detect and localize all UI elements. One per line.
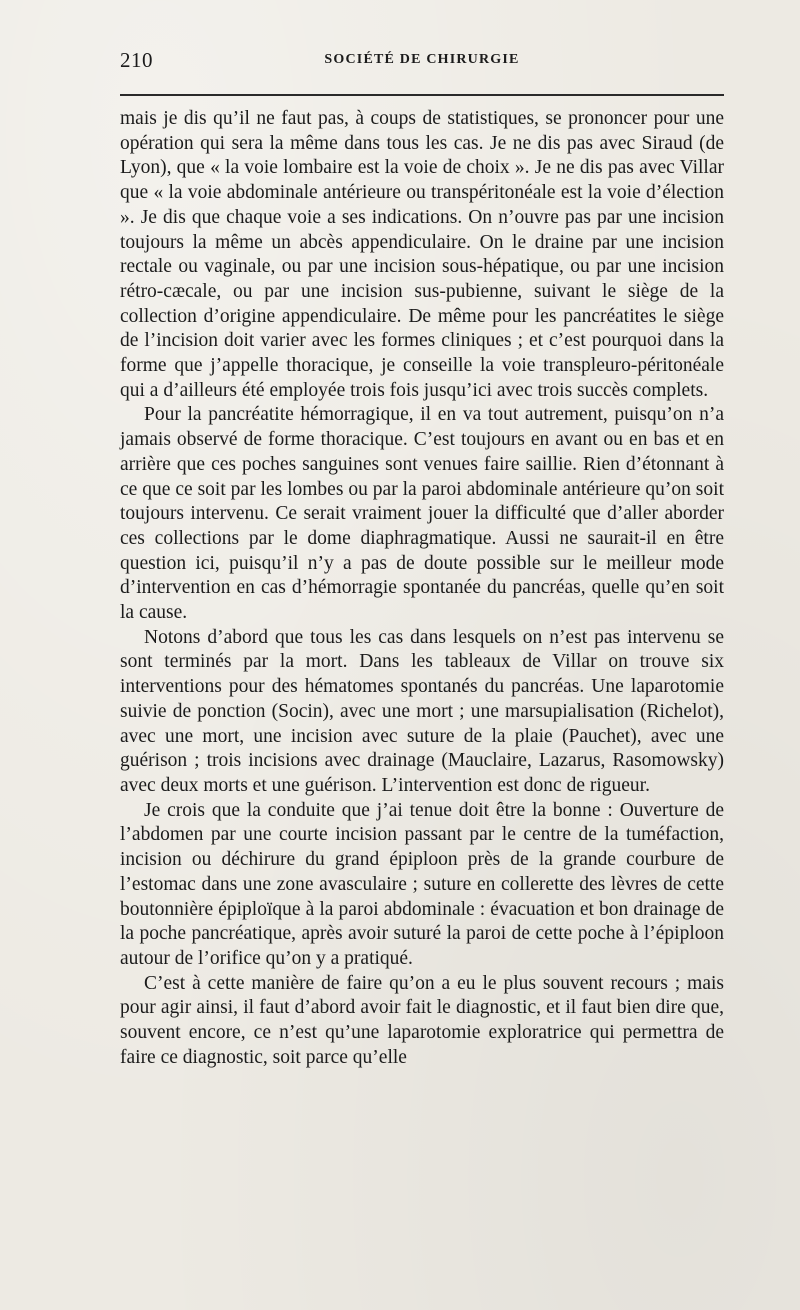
page-header	[120, 48, 724, 78]
paragraph-5: C’est à cette manière de faire qu’on a eu le plus souvent recours ; mais pour agir ainsi, il faut d’abord avoir fait le diagnostic, et il faut bien dire que, souvent encore, ce n’est qu’une laparotomie exploratrice qui permettra de faire ce diagnostic, soit parce qu’elle	[120, 972, 724, 1068]
paragraph-3: Notons d’abord que tous les cas dans lesquels on n’est pas intervenu se sont terminés par la mort. Dans les tableaux de Villar on trouve six interventions pour des hématomes spontanés du pancréas. Une laparotomie suivie de ponction (Socin), avec une mort ; une marsupialisation (Richelot), avec une mort, une incision avec suture de la plaie (Pauchet), avec une guérison ; trois incisions avec drainage (Mauclaire, Lazarus, Rasomowsky) avec deux morts et une guérison. L’intervention est donc de rigueur.	[120, 626, 724, 796]
paragraph-1: mais je dis qu’il ne faut pas, à coups de statistiques, se prononcer pour une opération qui sera la même dans tous les cas. Je ne dis pas avec Siraud (de Lyon), que « la voie lombaire est la voie de choix ». Je ne dis pas avec Villar que « la voie abdominale antérieure ou transpéritonéale est la voie d’élection ». Je dis que chaque voie a ses indications. On n’ouvre pas par une incision toujours la même un abcès appendiculaire. On le draine par une incision rectale ou vaginale, ou par une incision sous-hépatique, ou par une incision rétro-cæcale, ou par une incision sus-pubienne, suivant le siège de la collection d’origine appendiculaire. De même pour les pancréatites le siège de l’incision doit varier avec les formes cliniques ; et c’est pourquoi dans la forme que j’appelle thoracique, je conseille la voie transpleuro-péritonéale qui a d’ailleurs été employée trois fois jusqu’ici avec trois succès complets.	[120, 108, 724, 401]
paragraph-4: Je crois que la conduite que j’ai tenue doit être la bonne : Ouverture de l’abdomen par une courte incision passant par le centre de la tuméfaction, incision ou déchirure du grand épiploon près de la grande courbure de l’estomac dans une zone avasculaire ; suture en collerette des lèvres de cette boutonnière épiploïque à la paroi abdominale : évacuation et bon drainage de la poche pancréatique, après avoir suturé la paroi de cette poche à l’épiploon autour de l’orifice qu’on y a pratiqué.	[120, 799, 724, 969]
paragraph-2: Pour la pancréatite hémorragique, il en va tout autrement, puisqu’on n’a jamais observé de forme thoracique. C’est toujours en avant ou en bas et en arrière que ces poches sanguines sont venues faire saillie. Rien d’étonnant à ce que ce soit par les lombes ou par la paroi abdominale antérieure qu’on soit toujours intervenu. Ce serait vraiment jouer la difficulté que d’aller aborder ces collections par le dome diaphragmatique. Aussi ne saurait-il en être question ici, puisqu’il n’y a pas de doute possible sur le meilleur mode d’intervention en cas d’hémorragie spontanée du pancréas, quelle qu’en soit la cause.	[120, 404, 724, 624]
running-title: SOCIÉTÉ DE CHIRURGIE	[324, 52, 520, 67]
header-rule	[120, 94, 724, 96]
body-text	[120, 107, 724, 1070]
page-number: 210	[120, 48, 153, 72]
